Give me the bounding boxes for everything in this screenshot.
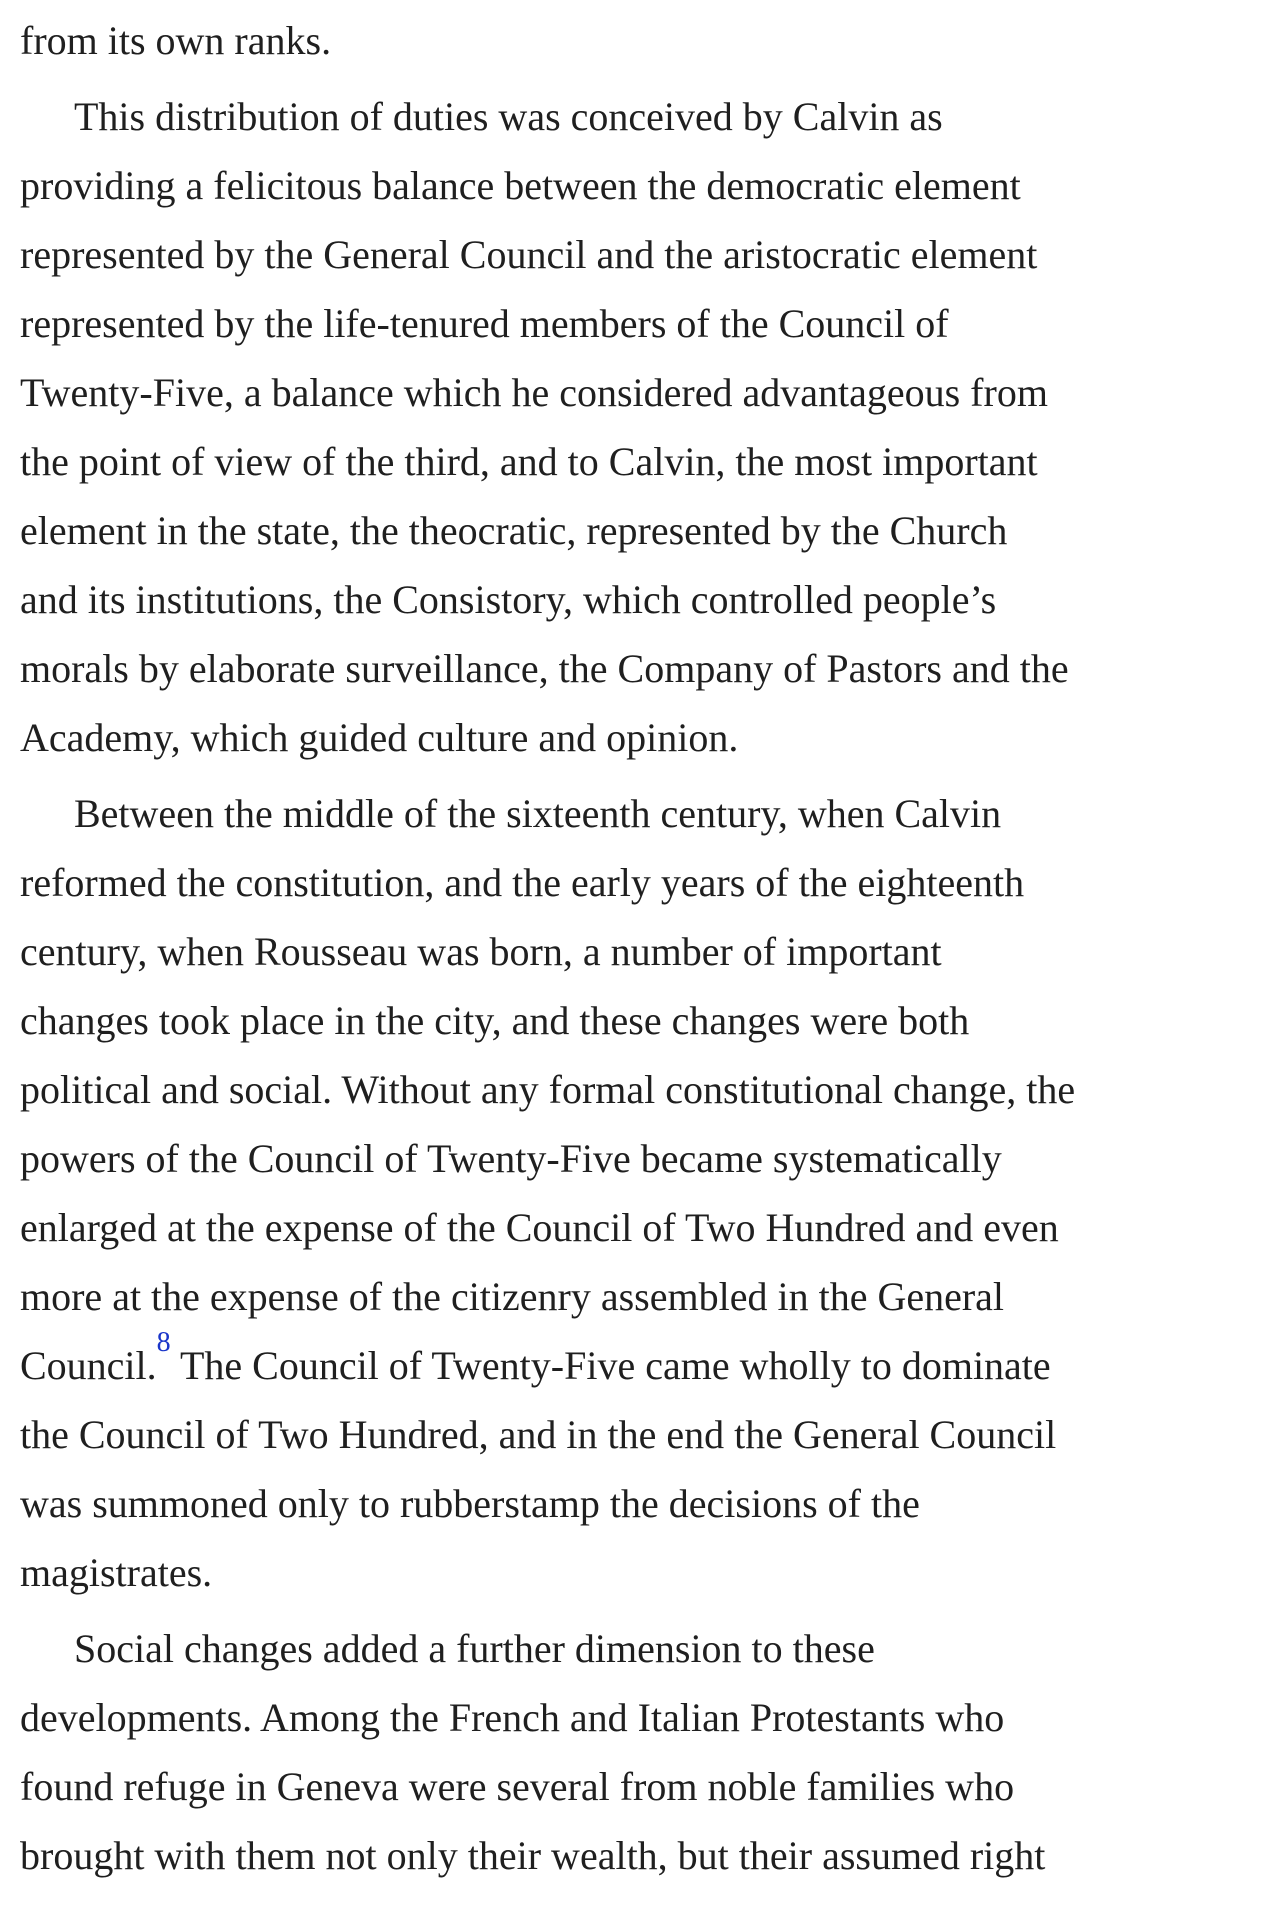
paragraph-4 — [20, 1614, 1270, 1890]
paragraph-2 — [20, 82, 1270, 772]
text-line: powers of the Council of Twenty-Five became systematically — [20, 1136, 1002, 1181]
text-line: found refuge in Geneva were several from noble families who — [20, 1764, 1015, 1809]
paragraph-3 — [20, 779, 1270, 1607]
text-fragment: The Council of Twenty-Five came wholly to dominate — [170, 1343, 1051, 1388]
text-line: Social changes added a further dimension to these — [74, 1626, 875, 1671]
text-line: more at the expense of the citizenry assembled in the General — [20, 1274, 1005, 1319]
text-line: represented by the life-tenured members of the Council of — [20, 301, 949, 346]
text-line: from its own ranks. — [20, 18, 332, 63]
text-fragment: Council. — [20, 1343, 157, 1388]
paragraph-1 — [20, 6, 1270, 75]
text-line: the Council of Two Hundred, and in the end the General Council — [20, 1412, 1057, 1457]
text-line: magistrates. — [20, 1550, 213, 1595]
text-line: This distribution of duties was conceived by Calvin as — [74, 94, 943, 139]
text-line: century, when Rousseau was born, a number of important — [20, 929, 942, 974]
text-line: represented by the General Council and the aristocratic element — [20, 232, 1038, 277]
text-line: morals by elaborate surveillance, the Company of Pastors and the — [20, 646, 1069, 691]
text-line: providing a felicitous balance between the democratic element — [20, 163, 1021, 208]
footnote-reference-link[interactable]: 8 — [156, 1326, 171, 1358]
text-line-with-footnote — [20, 1326, 1270, 1400]
text-line: developments. Among the French and Italian Protestants who — [20, 1695, 1005, 1740]
text-line: was summoned only to rubberstamp the decisions of the — [20, 1481, 920, 1526]
text-line: changes took place in the city, and these changes were both — [20, 998, 970, 1043]
document-page — [20, 6, 1270, 1897]
text-line: the point of view of the third, and to Calvin, the most important — [20, 439, 1038, 484]
text-line: brought with them not only their wealth, but their assumed right — [20, 1833, 1046, 1878]
text-line: enlarged at the expense of the Council of Two Hundred and even — [20, 1205, 1059, 1250]
text-line: reformed the constitution, and the early years of the eighteenth — [20, 860, 1025, 905]
text-line: Twenty-Five, a balance which he considered advantageous from — [20, 370, 1048, 415]
text-line: and its institutions, the Consistory, which controlled people’s — [20, 577, 997, 622]
text-line: Between the middle of the sixteenth century, when Calvin — [74, 791, 1002, 836]
text-line: Academy, which guided culture and opinion. — [20, 715, 739, 760]
text-line: political and social. Without any formal constitutional change, the — [20, 1067, 1076, 1112]
text-line: element in the state, the theocratic, represented by the Church — [20, 508, 1008, 553]
